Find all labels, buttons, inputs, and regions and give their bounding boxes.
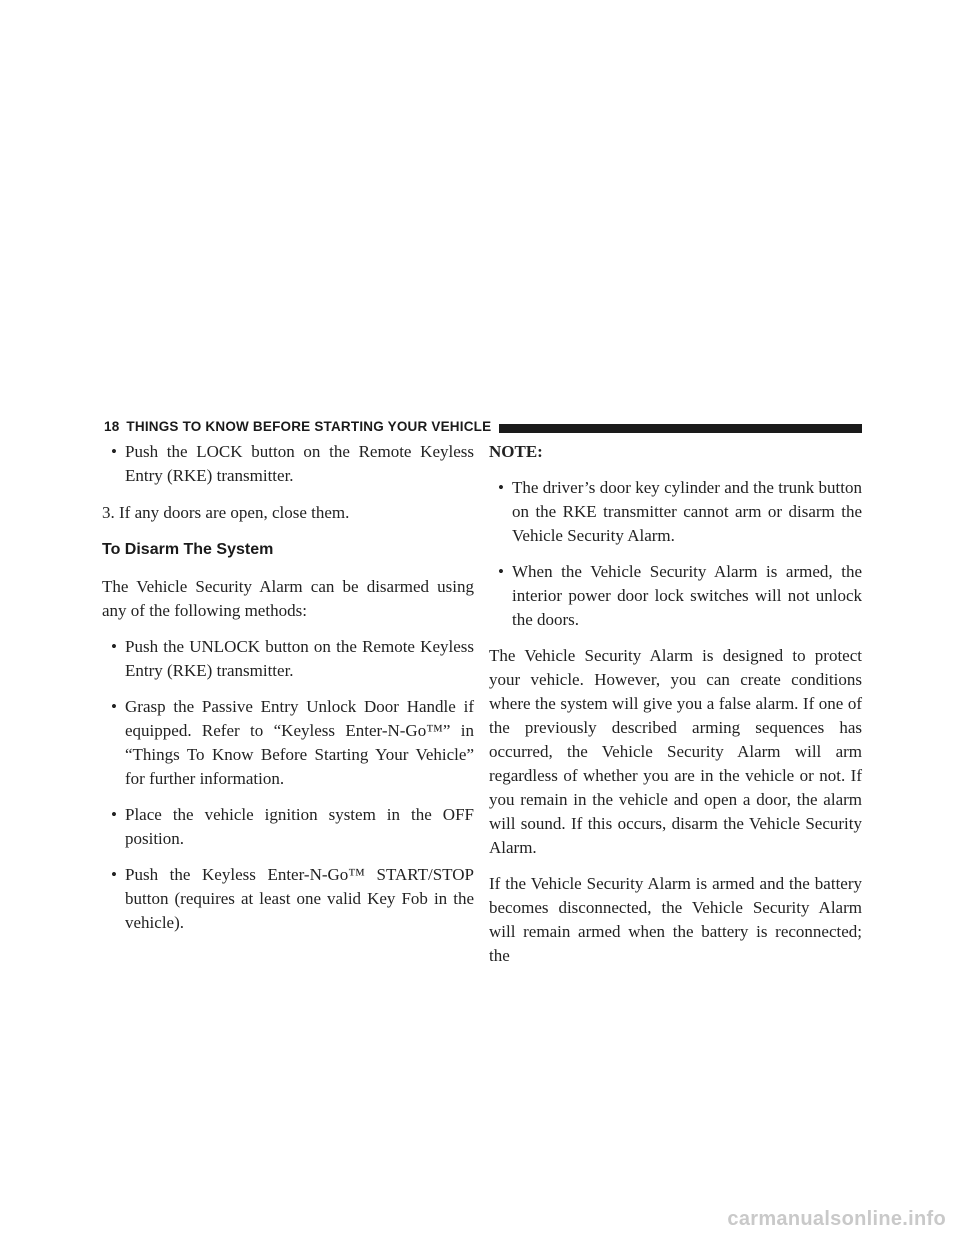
- left-column: [102, 440, 474, 935]
- list-item-method: [102, 695, 474, 791]
- bullet-text: Grasp the Passive Entry Unlock Door Handle if equipped. Refer to “Keyless Enter-N-Go™” in “Things To Know Before Starting Your Vehicle” for further information.: [125, 697, 474, 788]
- bullet-text: Push the Keyless Enter-N-Go™ START/STOP button (requires at least one valid Key Fob in the vehicle).: [125, 865, 474, 932]
- body-paragraph: If the Vehicle Security Alarm is armed and the battery becomes disconnected, the Vehicle Security Alarm will remain armed when the battery is reconnected; the: [489, 874, 862, 965]
- list-item-method: [102, 635, 474, 683]
- watermark-logo: carmanualsonline.info: [727, 1208, 946, 1230]
- bullet-icon: •: [111, 805, 117, 824]
- bullet-icon: •: [498, 478, 504, 497]
- list-item-method: [102, 863, 474, 935]
- header-rule: [499, 424, 862, 433]
- note-item: [489, 476, 862, 548]
- step-3: 3. If any doors are open, close them.: [102, 503, 350, 522]
- page-number: 18: [104, 418, 120, 434]
- bullet-text: Push the LOCK button on the Remote Keyless Entry (RKE) transmitter.: [125, 442, 474, 485]
- chapter-title: THINGS TO KNOW BEFORE STARTING YOUR VEHICLE: [126, 418, 492, 434]
- note-heading: NOTE:: [489, 442, 543, 461]
- bullet-icon: •: [111, 865, 117, 884]
- bullet-icon: •: [111, 637, 117, 656]
- bullet-text: When the Vehicle Security Alarm is armed, the interior power door lock switches will not unlock the doors.: [512, 562, 862, 629]
- bullet-icon: •: [498, 562, 504, 581]
- intro-paragraph: The Vehicle Security Alarm can be disarmed using any of the following methods:: [102, 577, 474, 620]
- bullet-icon: •: [111, 697, 117, 716]
- note-item: [489, 560, 862, 632]
- bullet-item-lock: [102, 440, 474, 488]
- page-header: [104, 415, 862, 437]
- right-column: [489, 440, 862, 968]
- bullet-text: Push the UNLOCK button on the Remote Keyless Entry (RKE) transmitter.: [125, 637, 474, 680]
- section-heading: To Disarm The System: [102, 541, 274, 558]
- list-item-method: [102, 803, 474, 851]
- bullet-icon: •: [111, 442, 117, 461]
- body-paragraph: The Vehicle Security Alarm is designed to protect your vehicle. However, you can create conditions where the system will give you a false alarm. If one of the previously described arming sequences has occurred, the Vehicle Security Alarm will arm regardless of whether you are in the vehicle or not. If you remain in the vehicle and open a door, the alarm will sound. If this occurs, disarm the Vehicle Security Alarm.: [489, 646, 862, 857]
- bullet-text: The driver’s door key cylinder and the trunk button on the RKE transmitter cannot arm or disarm the Vehicle Security Alarm.: [512, 478, 862, 545]
- bullet-text: Place the vehicle ignition system in the OFF position.: [125, 805, 474, 848]
